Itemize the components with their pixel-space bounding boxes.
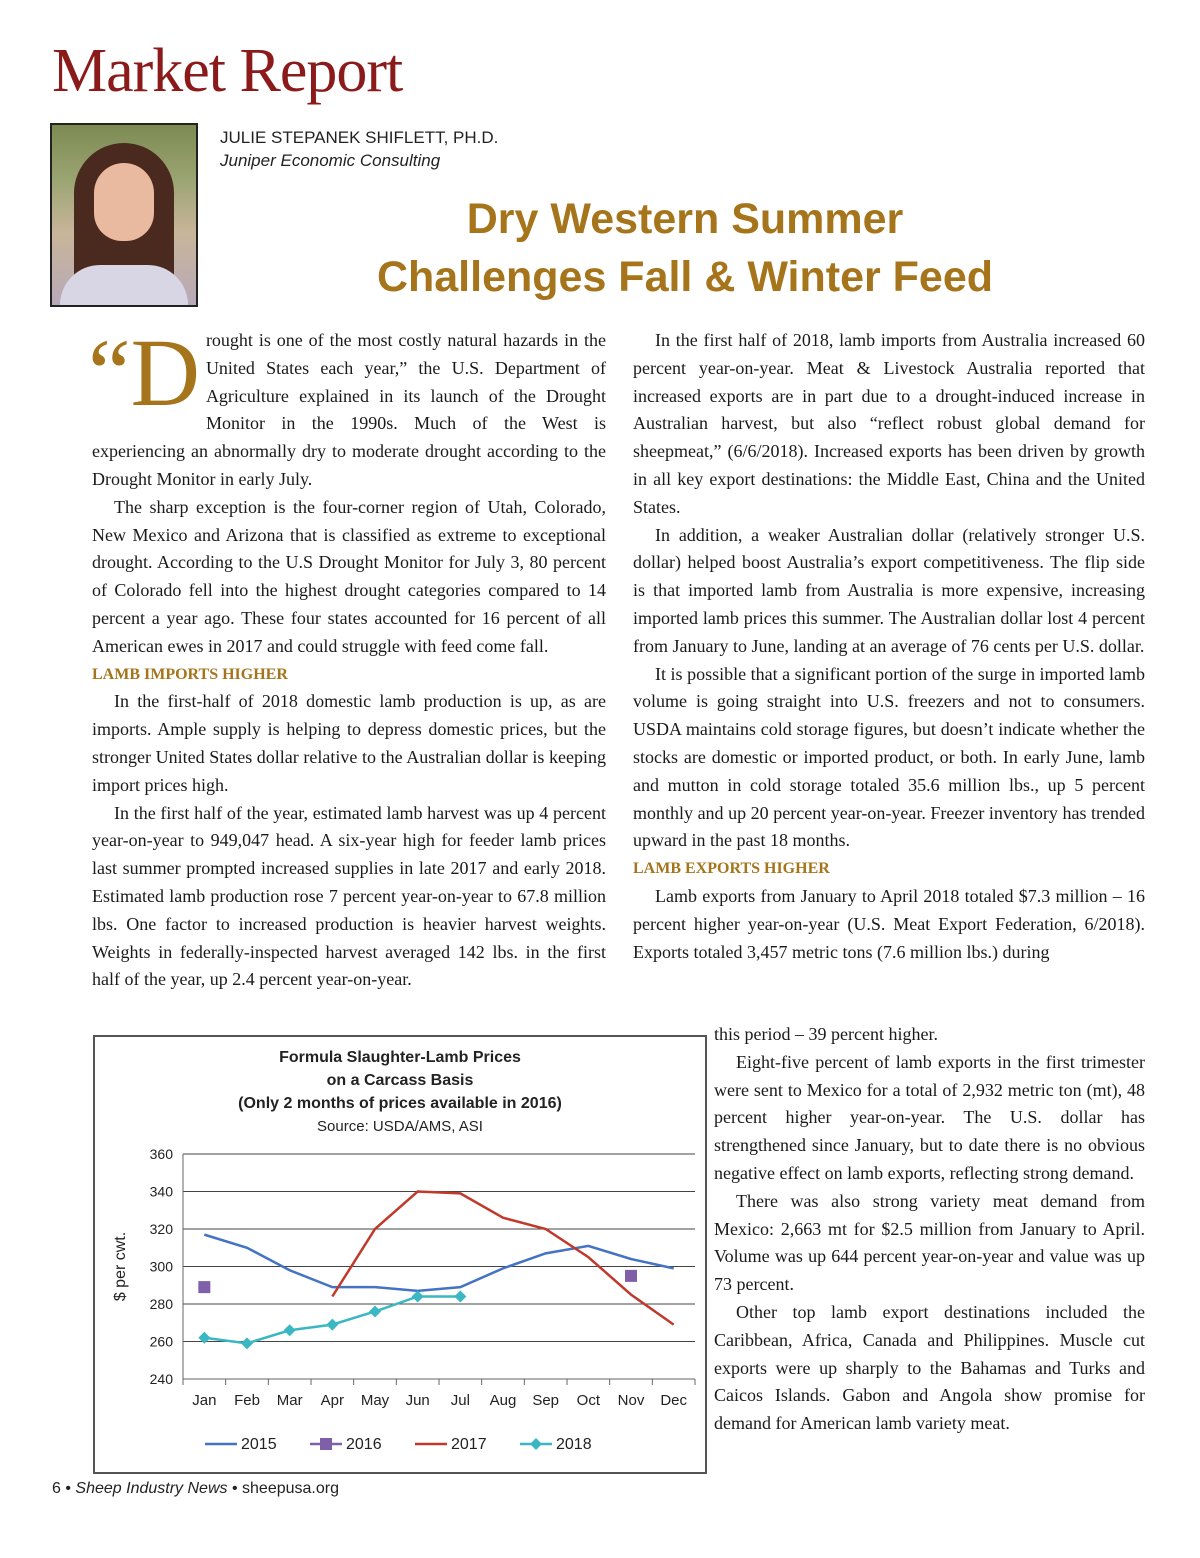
paragraph: Eight-five percent of lamb exports in the first trimester were sent to Mexico for a total of 2,932 metric ton (mt), 48 percent higher year-on-year. The U.S. dollar has strengthened since January, but to date there is no obvious negative effect on lamb exports, reflecting strong demand. xyxy=(714,1051,1145,1183)
paragraph: this period – 39 percent higher. xyxy=(714,1024,938,1044)
point-2016-Nov xyxy=(625,1270,637,1282)
x-tick-label: Dec xyxy=(660,1392,688,1409)
paragraph: In addition, a weaker Australian dollar (relatively stronger U.S. dollar) helped boost Australia’s export competitiveness. The flip side is that imported lamb from Australia is more expensive, increasing imported lamb prices this summer. The Australian dollar lost 4 percent from January to June, landing at an average of 76 cents per U.S. dollar. xyxy=(633,524,1145,656)
subheading-exports: LAMB EXPORTS HIGHER xyxy=(633,860,830,878)
x-tick-label: May xyxy=(360,1392,390,1409)
point-2018-Feb xyxy=(241,1337,253,1349)
y-tick-label: 240 xyxy=(149,1371,173,1387)
x-tick-label: Sep xyxy=(532,1392,560,1409)
author-name: JULIE STEPANEK SHIFLETT, PH.D. xyxy=(220,128,499,147)
point-2018-May xyxy=(369,1306,381,1318)
article-headline xyxy=(300,190,1070,306)
author-photo xyxy=(50,123,198,307)
intro-text: rought is one of the most costly natural hazards in the United States each year,” the U.S. Department of Agriculture explained in its launch of the Drought Monitor in the 1990s. Much of the West is experiencing an abnormally dry to moderate drought according to the Drought Monitor in early July. xyxy=(92,330,606,489)
publication-name: Sheep Industry News xyxy=(75,1480,228,1497)
headline-line-1: Dry Western Summer xyxy=(466,195,904,243)
subheading-imports: LAMB IMPORTS HIGHER xyxy=(92,665,288,683)
photo-shirt xyxy=(60,265,188,307)
x-tick-label: Nov xyxy=(617,1392,645,1409)
paragraph: Lamb exports from January to April 2018 totaled $7.3 million – 16 percent higher year-on-year (U.S. Meat Export Federation, 6/2018). Exports totaled 3,457 metric tons (7.6 million lbs.) during xyxy=(633,885,1145,962)
point-2018-Jul xyxy=(454,1291,466,1303)
y-tick-label: 320 xyxy=(149,1221,173,1237)
column-left xyxy=(88,319,606,994)
column-right xyxy=(633,327,1145,966)
paragraph: There was also strong variety meat demand from Mexico: 2,663 mt for $2.5 million from January to April. Volume was up 644 percent year-on-year and value was up 73 percent. xyxy=(714,1190,1145,1295)
section-title: Market Report xyxy=(52,37,403,105)
legend-label-2015: 2015 xyxy=(241,1436,277,1453)
chart-source: Source: USDA/AMS, ASI xyxy=(317,1118,483,1135)
x-tick-label: Aug xyxy=(489,1392,517,1409)
paragraph: In the first half of 2018, lamb imports from Australia increased 60 percent year-on-year. Meat & Livestock Australia reported that increased exports are in part due to a drought-induced increase in Australian harvest, but also “reflect robust global demand for sheepmeat,” (6/6/2018). Increased exports has been driven by growth in all key export destinations: the Middle East, China and the United States. xyxy=(633,330,1145,517)
author-affiliation: Juniper Economic Consulting xyxy=(220,151,441,170)
y-tick-label: 340 xyxy=(149,1183,173,1200)
series-line-2015 xyxy=(204,1235,673,1291)
x-tick-label: Jun xyxy=(405,1392,430,1409)
y-tick-label: 300 xyxy=(149,1258,173,1275)
photo-face xyxy=(94,163,154,241)
x-tick-label: Apr xyxy=(320,1392,345,1409)
x-tick-label: Jan xyxy=(192,1392,217,1409)
legend-label-2016: 2016 xyxy=(346,1436,382,1453)
paragraph: In the first-half of 2018 domestic lamb production is up, as are imports. Ample supply is helping to depress domestic prices, but the stronger United States dollar relative to the Australian dollar is keeping import prices high. xyxy=(92,691,606,795)
x-tick-label: Feb xyxy=(234,1392,260,1409)
price-chart xyxy=(93,1035,707,1474)
point-2016-Jan xyxy=(198,1281,210,1293)
legend-marker-2016 xyxy=(320,1438,332,1450)
y-axis-label: $ per cwt. xyxy=(112,1231,129,1302)
x-tick-label: Oct xyxy=(576,1392,601,1409)
legend-label-2018: 2018 xyxy=(556,1436,592,1453)
legend-marker-2018 xyxy=(530,1438,542,1450)
chart-title-line: (Only 2 months of prices available in 2016) xyxy=(238,1095,562,1112)
series-line-2017 xyxy=(332,1192,673,1325)
x-tick-label: Jul xyxy=(450,1392,470,1409)
website: sheepusa.org xyxy=(242,1480,339,1497)
page-footer xyxy=(52,1480,339,1498)
intro-paragraph xyxy=(88,319,606,494)
point-2018-Jun xyxy=(412,1291,424,1303)
page-number: 6 xyxy=(52,1480,61,1497)
headline-line-2: Challenges Fall & Winter Feed xyxy=(376,253,994,301)
paragraph: It is possible that a significant portion of the surge in imported lamb volume is going straight into U.S. freezers and not to consumers. USDA maintains cold storage figures, but doesn’t indicate whether the stocks are domestic or imported product, or both. In early June, lamb and mutton in cold storage totaled 35.6 million lbs., up 5 percent monthly and up 20 percent year-on-year. Freezer inventory has trended upward in the past 18 months. xyxy=(633,663,1145,851)
legend-label-2017: 2017 xyxy=(451,1436,487,1453)
chart-title-line: Formula Slaughter-Lamb Prices xyxy=(279,1049,521,1066)
author-block xyxy=(220,126,498,172)
footer-separator: • xyxy=(65,1480,71,1497)
footer-separator: • xyxy=(231,1480,238,1497)
paragraph: The sharp exception is the four-corner region of Utah, Colorado, New Mexico and Arizona that is classified as extreme to exceptional drought. According to the U.S Drought Monitor for July 3, 80 percent of Colorado fell into the highest drought categories compared to 14 percent a year ago. These four states accounted for 16 percent of all American ewes in 2017 and could struggle with feed come fall. xyxy=(92,496,606,656)
column-right-lower xyxy=(714,1021,1145,1438)
chart-title-line: on a Carcass Basis xyxy=(326,1072,474,1089)
point-2018-Apr xyxy=(326,1319,338,1331)
y-tick-label: 280 xyxy=(149,1296,173,1312)
drop-cap: “D xyxy=(88,319,200,426)
x-tick-label: Mar xyxy=(276,1392,303,1409)
paragraph: Other top lamb export destinations included the Caribbean, Africa, Canada and Philippines. Muscle cut exports were up sharply to the Bahamas and Turks and Caicos Islands. Gabon and Angola show promise for demand for American lamb variety meat. xyxy=(714,1301,1145,1434)
y-tick-label: 260 xyxy=(149,1333,173,1350)
point-2018-Mar xyxy=(284,1324,296,1336)
chart-svg xyxy=(95,1037,705,1472)
y-tick-label: 360 xyxy=(149,1146,173,1162)
paragraph: In the first half of the year, estimated lamb harvest was up 4 percent year-on-year to 949,047 head. A six-year high for feeder lamb prices last summer prompted increased supplies in late 2017 and early 2018. Estimated lamb production rose 7 percent year-on-year to 67.8 million lbs. One factor to increased production is heavier harvest weights. Weights in federally-inspected harvest averaged 142 lbs. in the first half of the year, up 2.4 percent year-on-year. xyxy=(92,802,606,990)
